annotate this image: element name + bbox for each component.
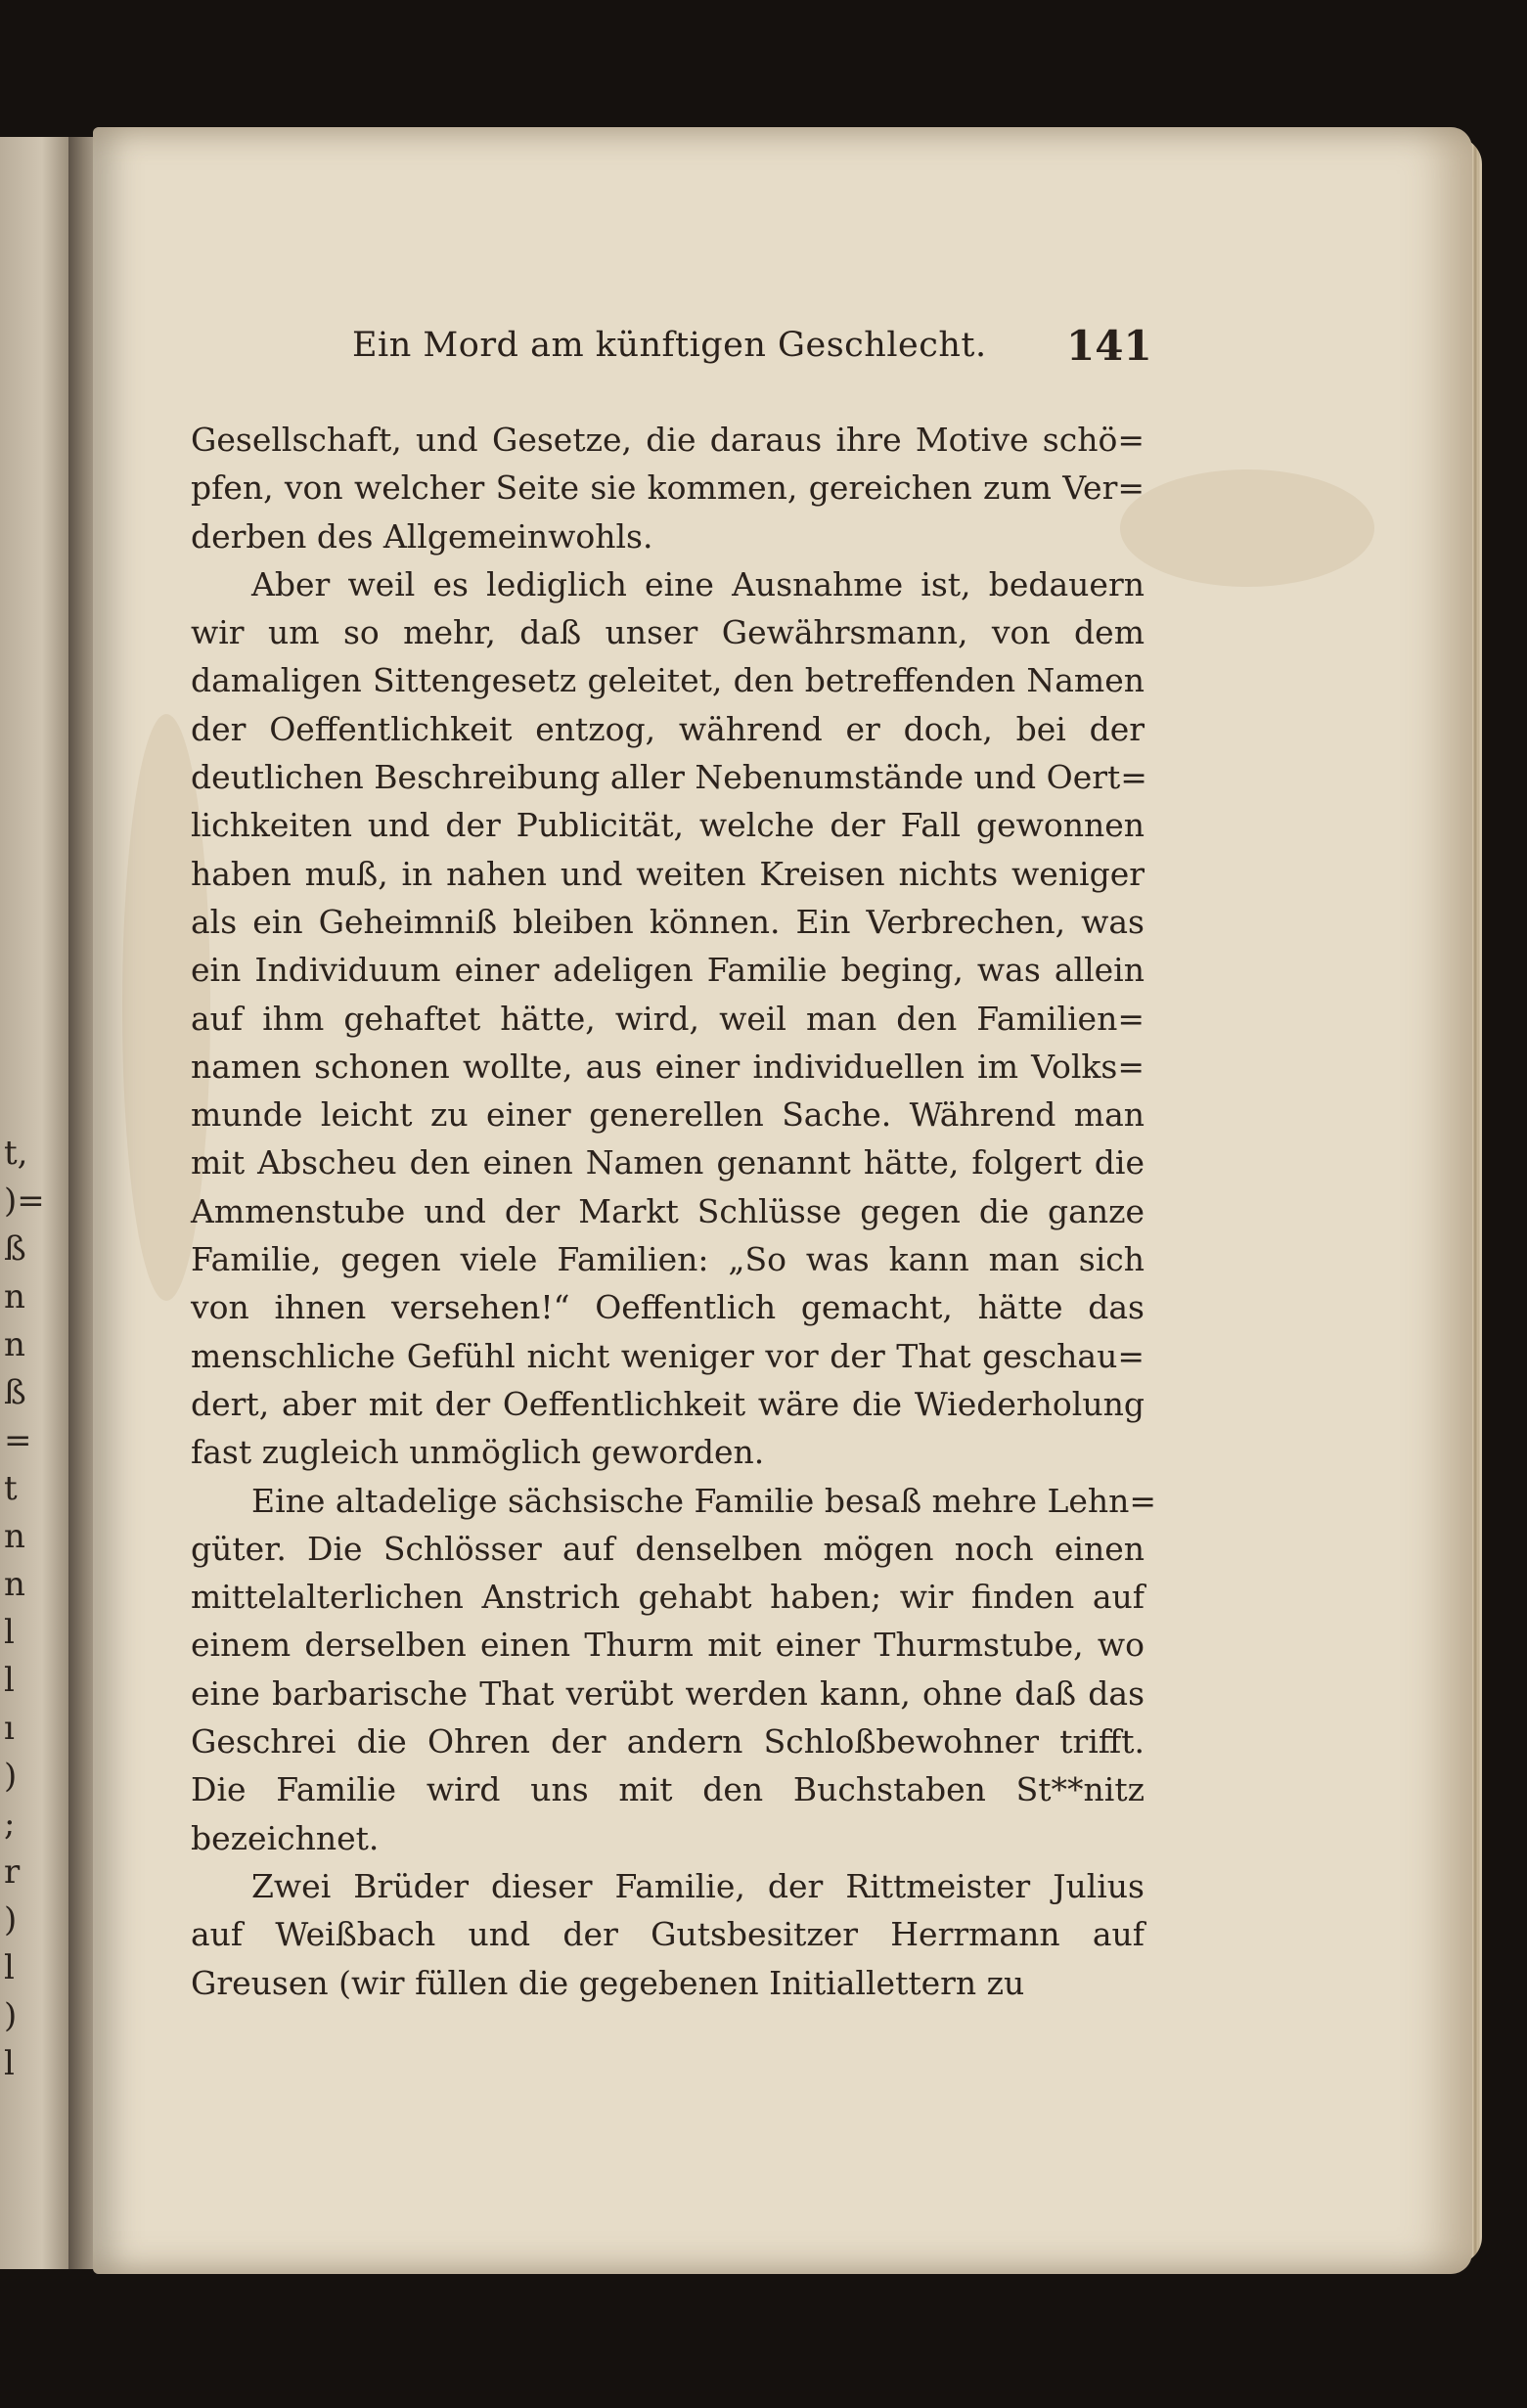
- paragraph: [191, 1477, 1157, 1862]
- text-line: einem derselben einen Thurm mit einer Thurmstube, wo: [191, 1626, 1145, 1665]
- text-line: damaligen Sittengesetz geleitet, den betreffenden Namen: [191, 661, 1145, 700]
- text-line: Eine altadelige sächsische Familie besaß mehre Lehn=: [251, 1481, 1157, 1520]
- running-title: Ein Mord am künftigen Geschlecht.: [352, 326, 987, 365]
- left-page-fragment: t: [4, 1469, 18, 1508]
- text-line: güter. Die Schlösser auf denselben mögen noch einen: [191, 1529, 1145, 1568]
- left-page-fragment: ı: [4, 1709, 15, 1748]
- text-line: auf Weißbach und der Gutsbesitzer Herrmann auf: [191, 1915, 1145, 1954]
- left-page-fragment: ß: [4, 1373, 26, 1412]
- text-line: fast zugleich unmöglich geworden.: [191, 1433, 765, 1472]
- paragraph: [191, 416, 1145, 560]
- text-line: Die Familie wird uns mit den Buchstaben St**nitz: [191, 1770, 1145, 1809]
- text-line: als ein Geheimniß bleiben können. Ein Verbrechen, was: [191, 902, 1145, 941]
- left-page-fragment: r: [4, 1852, 21, 1892]
- body-text: [191, 416, 1157, 2007]
- text-line: menschliche Gefühl nicht weniger vor der That geschau=: [191, 1336, 1145, 1375]
- text-line: deutlichen Beschreibung aller Nebenumstände und Oert=: [191, 758, 1147, 797]
- text-line: Zwei Brüder dieser Familie, der Rittmeister Julius: [251, 1866, 1145, 1905]
- text-line: Gesellschaft, und Gesetze, die daraus ihre Motive schö=: [191, 421, 1145, 459]
- text-line: munde leicht zu einer generellen Sache. Während man: [191, 1095, 1145, 1135]
- text-line: ein Individuum einer adeligen Familie beging, was allein: [191, 951, 1145, 990]
- paper-stain: [1120, 469, 1374, 587]
- left-page-fragment: ): [4, 1757, 18, 1796]
- left-page-fragment: l: [4, 1613, 15, 1652]
- left-page-fragment: )=: [4, 1182, 45, 1221]
- left-page-fragment: t,: [4, 1134, 28, 1173]
- text-line: der Oeffentlichkeit entzog, während er doch, bei der: [191, 709, 1145, 748]
- text-line: bezeichnet.: [191, 1818, 380, 1857]
- text-line: auf ihm gehaftet hätte, wird, weil man den Familien=: [191, 999, 1145, 1038]
- left-page-fragment: l: [4, 1948, 15, 1987]
- left-page-text-fragments: [4, 1130, 45, 2088]
- text-line: eine barbarische That verübt werden kann, ohne daß das: [191, 1673, 1145, 1713]
- text-line: mit Abscheu den einen Namen genannt hätte, folgert die: [191, 1143, 1145, 1182]
- text-line: Aber weil es lediglich eine Ausnahme ist, bedauern: [251, 564, 1145, 603]
- text-line: dert, aber mit der Oeffentlichkeit wäre die Wiederholung: [191, 1384, 1145, 1423]
- text-line: von ihnen versehen!“ Oeffentlich gemacht, hätte das: [191, 1288, 1145, 1327]
- text-line: Familie, gegen viele Familien: „So was kann man sich: [191, 1240, 1145, 1279]
- paragraph: [191, 560, 1145, 1477]
- left-page-fragment: l: [4, 2044, 15, 2083]
- paragraph: [191, 1862, 1145, 2007]
- left-page-fragment: ß: [4, 1229, 26, 1269]
- text-line: mittelalterlichen Anstrich gehabt haben; wir finden auf: [191, 1578, 1145, 1617]
- left-page-fragment: ): [4, 1900, 18, 1940]
- left-page-fragment: n: [4, 1277, 25, 1316]
- left-page-fragment: ;: [4, 1805, 16, 1844]
- running-header: [352, 322, 1152, 384]
- page-number: 141: [1066, 322, 1152, 370]
- text-line: Greusen (wir füllen die gegebenen Initiallettern zu: [191, 1963, 1025, 2002]
- text-line: lichkeiten und der Publicität, welche der Fall gewonnen: [191, 806, 1145, 845]
- text-line: namen schonen wollte, aus einer individuellen im Volks=: [191, 1047, 1145, 1086]
- text-line: derben des Allgemeinwohls.: [191, 516, 653, 556]
- left-page-fragment: n: [4, 1517, 25, 1556]
- text-line: Ammenstube und der Markt Schlüsse gegen die ganze: [191, 1191, 1145, 1230]
- text-line: wir um so mehr, daß unser Gewährsmann, von dem: [191, 613, 1145, 652]
- left-page-fragment: n: [4, 1325, 25, 1364]
- left-page-fragment: l: [4, 1661, 15, 1700]
- text-line: Geschrei die Ohren der andern Schloßbewohner trifft.: [191, 1722, 1145, 1761]
- left-page-fragment: ): [4, 1996, 18, 2035]
- left-page-fragment: =: [4, 1421, 32, 1460]
- text-line: pfen, von welcher Seite sie kommen, gereichen zum Ver=: [191, 468, 1145, 508]
- left-page-fragment: n: [4, 1565, 25, 1604]
- text-line: haben muß, in nahen und weiten Kreisen nichts weniger: [191, 854, 1145, 893]
- left-page-edge: [0, 137, 76, 2269]
